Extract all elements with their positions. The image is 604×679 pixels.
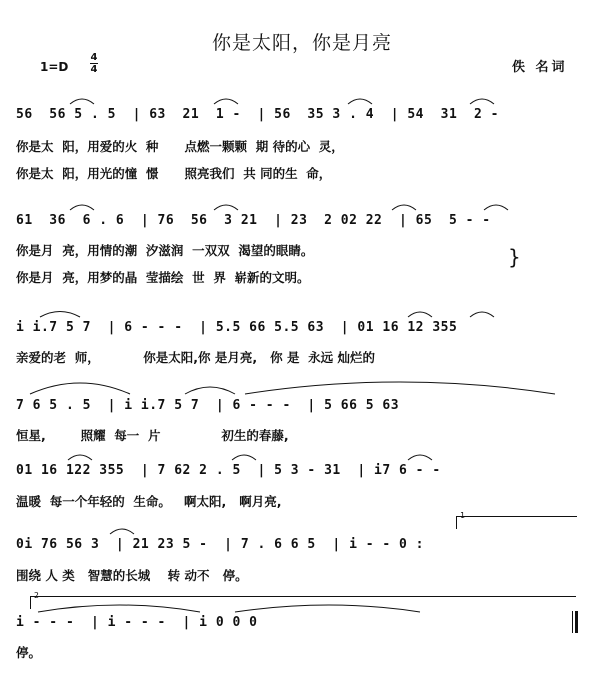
slur xyxy=(185,387,235,394)
song-title: 你是太阳，你是月亮 xyxy=(211,32,392,54)
slur xyxy=(110,529,134,534)
notation-row-3: i i.7 5 7 | 6 - - - | 5.5 66 5.5 63 | 01 16 12 355 xyxy=(16,320,458,335)
slur xyxy=(70,99,94,104)
slur xyxy=(245,382,555,394)
lyric-row-7: 停。 xyxy=(16,645,42,660)
lyric-row-3: 亲爱的老 师， 你是太阳,你 是月亮, 你 是 永远 灿烂的 xyxy=(16,350,376,365)
key-signature: 1=D xyxy=(40,60,69,74)
slur xyxy=(70,205,94,210)
lyric-row-2-verse-2: 你是月 亮，用梦的晶 莹描绘 世 界 崭新的文明。 xyxy=(16,270,310,285)
slur xyxy=(470,312,494,317)
notation-row-2: 61 36 6 . 6 | 76 56 3 21 | 23 2 02 22 | 65 5 - - xyxy=(16,213,491,228)
volta-2-number: 2 xyxy=(34,591,39,600)
meter-bottom: 4 xyxy=(90,64,98,75)
slur xyxy=(214,205,238,210)
notation-row-1: 56 56 5 . 5 | 63 21 1 - | 56 35 3 . 4 | 54 31 2 - xyxy=(16,107,499,122)
slur xyxy=(470,99,494,104)
lyric-row-1-verse-2: 你是太 阳，用光的憧 憬 照亮我们 共 同的生 命， xyxy=(16,166,332,181)
slur xyxy=(40,312,80,318)
lyricist-credit: 佚 名词 xyxy=(512,60,568,75)
lyric-row-6: 围绕 人 类 智慧的长城 转 动不 停。 xyxy=(16,568,248,583)
verse-brace: } xyxy=(508,245,521,269)
notation-row-6: 0i 76 56 3 | 21 23 5 - | 7 . 6 6 5 | i - - 0 : xyxy=(16,537,425,552)
slur xyxy=(392,205,416,210)
notation-row-7: i - - - | i - - - | i 0 0 0 xyxy=(16,615,258,630)
meter-top: 4 xyxy=(90,52,98,63)
slur xyxy=(484,205,508,210)
lyric-row-1-verse-1: 你是太 阳，用爱的火 种 点燃一颗颗 期 待的心 灵， xyxy=(16,139,344,154)
notation-row-4: 7 6 5 . 5 | i i.7 5 7 | 6 - - - | 5 66 5 63 xyxy=(16,398,400,413)
slur xyxy=(30,383,130,394)
notation-row-5: 01 16 122 355 | 7 62 2 . 5 | 5 3 - 31 | i7 6 - - xyxy=(16,463,441,478)
volta-1-number: 1 xyxy=(460,511,465,520)
slur xyxy=(232,455,256,460)
lyric-row-2-verse-1: 你是月 亮，用情的潮 汐滋润 一双双 渴望的眼睛。 xyxy=(16,243,314,258)
slur xyxy=(235,605,420,612)
slur xyxy=(68,455,92,460)
slur xyxy=(348,99,372,104)
slur xyxy=(408,455,432,460)
slur xyxy=(38,605,200,612)
slur xyxy=(408,312,432,317)
lyric-row-5: 温暖 每一个年轻的 生命。 啊太阳, 啊月亮, xyxy=(16,494,282,509)
lyric-row-4: 恒星, 照耀 每一 片 初生的春藤, xyxy=(16,428,289,443)
slur xyxy=(214,99,238,104)
